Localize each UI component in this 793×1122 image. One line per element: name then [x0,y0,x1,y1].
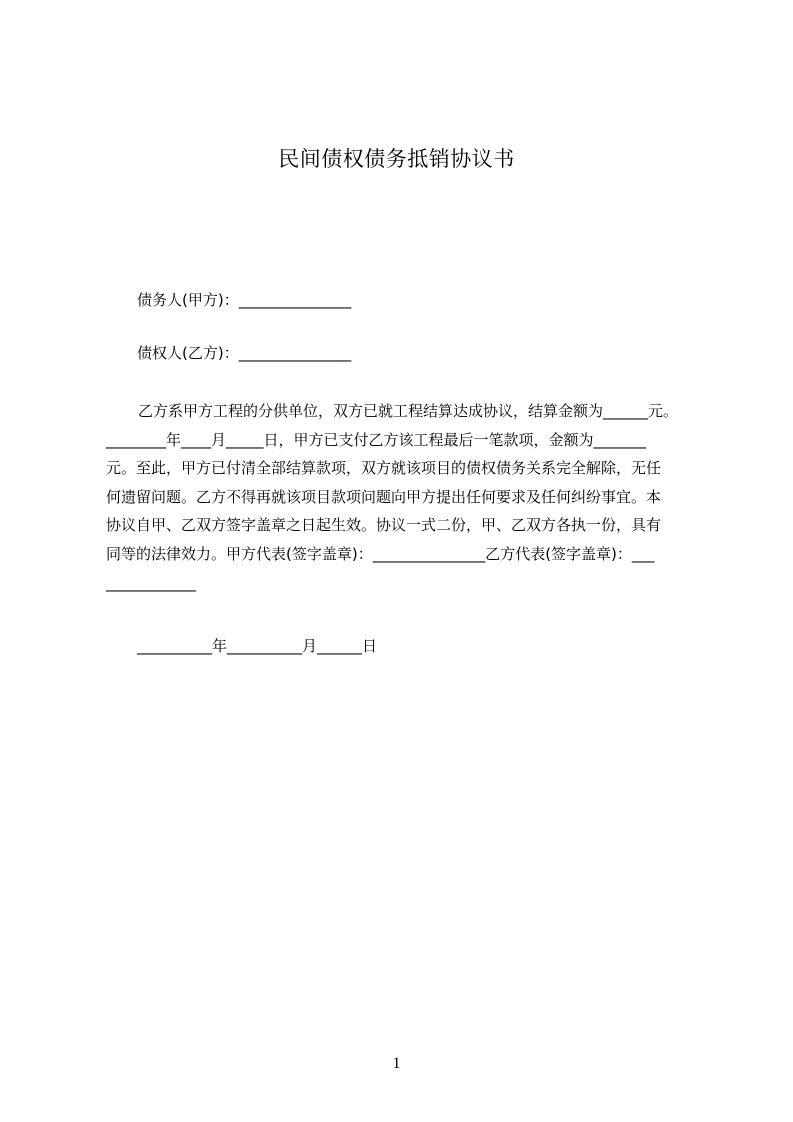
page-number: 1 [392,1055,401,1072]
agreement-body-line: ____________ [106,573,196,592]
agreement-body-line: 同等的法律效力。甲方代表(签字盖章)：_______________乙方代表(签字盖章)：___ [106,544,655,563]
debtor-party-line: 债务人(甲方)：_______________ [137,291,352,309]
agreement-body-line: 乙方系甲方工程的分供单位，双方已就工程结算达成协议，结算金额为______元。 [138,402,679,420]
document-title: 民间债权债务抵销协议书 [278,147,515,171]
creditor-party-line: 债权人(乙方)：_______________ [137,344,352,362]
agreement-body-line: ________年____月_____日，甲方已支付乙方该工程最后一笔款项，金额为_______ [106,430,647,449]
agreement-body [106,397,706,597]
signing-date-line: __________年__________月______日 [137,637,378,655]
agreement-body-line: 协议自甲、乙双方签字盖章之日起生效。协议一式二份，甲、乙双方各执一份，具有 [106,516,662,535]
agreement-body-line: 何遗留问题。乙方不得再就该项目款项问题向甲方提出任何要求及任何纠纷事宜。本 [106,487,662,506]
agreement-body-line: 元。至此，甲方已付清全部结算款项，双方就该项目的债权债务关系完全解除，无任 [106,459,662,478]
